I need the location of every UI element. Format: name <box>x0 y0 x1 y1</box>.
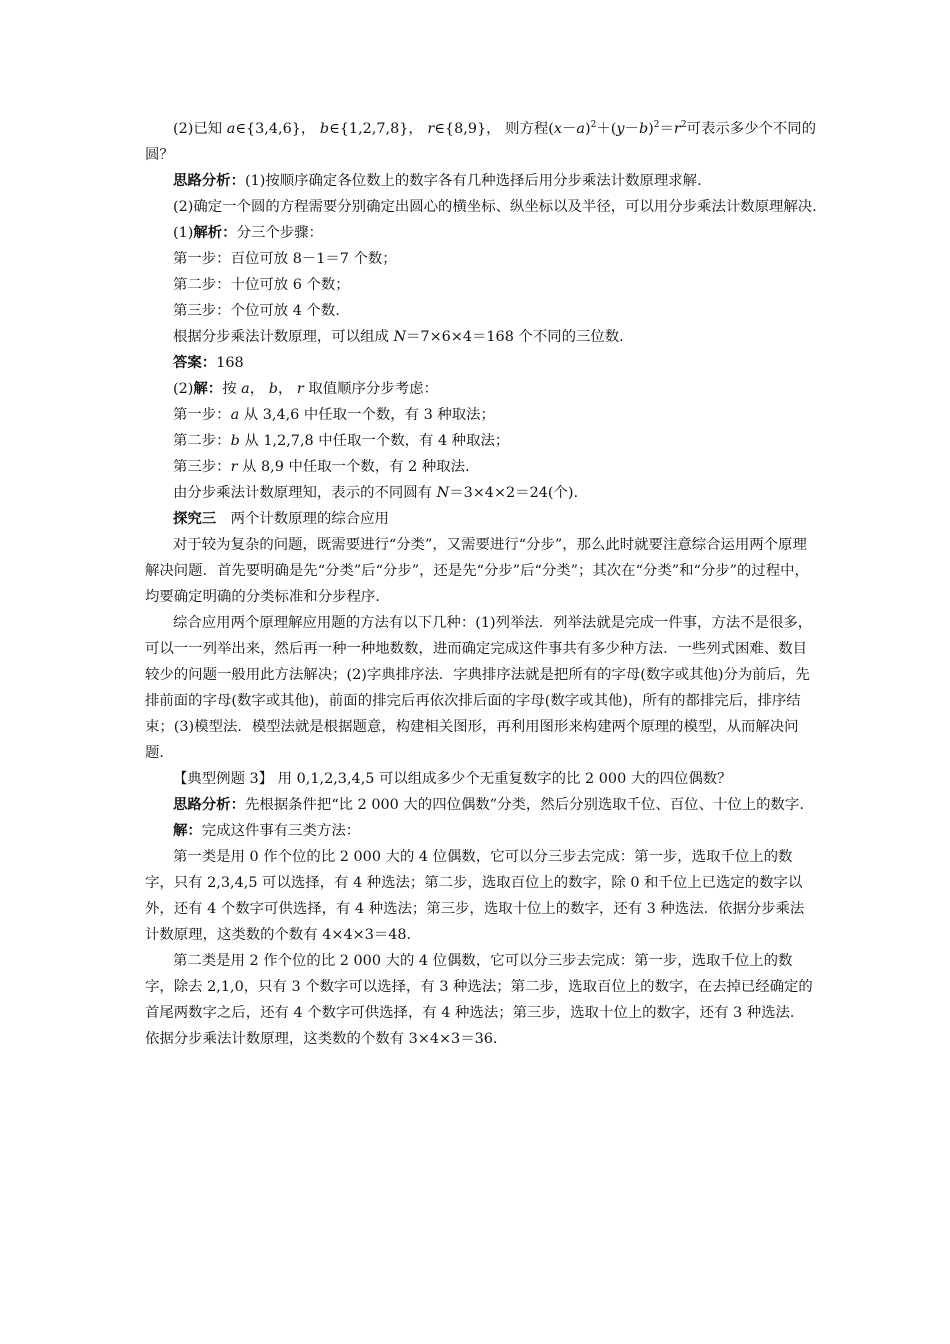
var-b: b <box>230 433 240 449</box>
solution-number: (2) <box>173 381 194 397</box>
text-span: － <box>562 121 577 137</box>
var-a: a <box>576 121 586 137</box>
solution-text: 分三个步骤： <box>236 225 323 241</box>
var-a: a <box>241 381 250 397</box>
example-3-statement <box>145 766 817 792</box>
answer-line <box>145 350 817 376</box>
text-span: 第二步： <box>173 433 231 449</box>
text-span: － <box>624 121 639 137</box>
text-span: ， <box>277 381 297 397</box>
analysis-paragraph <box>145 168 817 194</box>
text-span: ＋( <box>596 121 617 137</box>
analysis-label: 思路分析： <box>173 172 245 189</box>
solution-label: 解： <box>193 380 223 397</box>
text-span: ∈{1,2,7,8}， <box>329 121 428 137</box>
section-3-paragraph-2: 综合应用两个原理解应用题的方法有以下几种：(1)列举法．列举法就是完成一件事，方法不是很多，可以一一列举出来，然后再一种一种地数数，进而确定完成这件事共有多少种方法．一些列式困难、数目较少的问题一般用此方法解决；(2)字典排序法．字典排序法就是把所有的字母(数字或其他)分为前后，先排前面的字母(数字或其他)，前面的排完后再依次排后面的字母(数字或其他)，所有的都排完后，排序结束；(3)模型法．模型法就是根据题意，构建相关图形，再利用图形来构建两个原理的模型，从而解决问题. <box>145 615 813 761</box>
solution-text: 完成这件事有三类方法： <box>201 823 361 839</box>
text-span: ) <box>585 121 591 137</box>
text-span: ， <box>249 381 269 397</box>
var-N: N <box>436 485 450 501</box>
solution-1-heading <box>145 220 817 246</box>
solution-label: 解： <box>173 822 202 839</box>
analysis-text: (1)按顺序确定各位数上的数字各有几种选择后用分步乘法计数原理求解. <box>244 173 702 189</box>
text-span: 根据分步乘法计数原理，可以组成 <box>173 329 394 345</box>
var-a: a <box>226 121 236 137</box>
section-gap <box>216 511 230 527</box>
solution-number: (1) <box>173 225 194 241</box>
solution-2-conclusion <box>145 480 817 506</box>
text-span: 从 1,2,7,8 中任取一个数，有 4 种取法； <box>239 433 510 449</box>
section-label: 探究三 <box>173 510 217 527</box>
text-span: ) <box>648 121 654 137</box>
var-a: a <box>230 407 240 423</box>
answer-value: 168 <box>216 355 244 371</box>
example-3-case-1: 第一类是用 0 作个位的比 2 000 大的 4 位偶数，它可以分三步去完成：第一步，选取千位上的数字，只有 2,3,4,5 可以选择，有 4 种选法；第二步，选取百位上的数字，除 0 和千位上已选定的数字以外，还有 4 个数字可供选择，有 4 种选法；第三步，选取十位上的数字，还有 3 种选法．依据分步乘法计数原理，这类数的个数有 4×4×3＝48. <box>145 849 805 943</box>
solution-2-step-3 <box>145 454 817 480</box>
section-3-heading <box>145 506 817 532</box>
var-r: r <box>427 121 435 137</box>
text-span: ∈{8,9}， 则方程( <box>434 121 554 137</box>
var-b: b <box>319 121 330 137</box>
solution-2-step-2 <box>145 428 817 454</box>
var-N: N <box>393 329 407 345</box>
var-x: x <box>553 121 563 137</box>
text-span: ＝3×4×2＝24(个). <box>449 485 579 501</box>
text-span: 取值顺序分步考虑： <box>303 381 438 397</box>
solution-1-step-3: 第三步：个位可放 4 个数. <box>173 303 340 319</box>
var-r: r <box>230 459 238 475</box>
text-span: 第一步： <box>173 407 231 423</box>
solution-2-step-1 <box>145 402 817 428</box>
example-label: 【典型例题 3】 <box>173 771 274 787</box>
problem-2-statement <box>145 116 817 168</box>
example-text: 用 0,1,2,3,4,5 可以组成多少个无重复数字的比 2 000 大的四位偶数？ <box>273 771 732 787</box>
text-span: (2)已知 <box>173 121 227 137</box>
var-b: b <box>638 121 649 137</box>
text-span: 可表示多少个不同的圆？ <box>145 121 817 163</box>
solution-label: 解析： <box>193 224 237 241</box>
text-span: ＝ <box>659 121 674 137</box>
var-r: r <box>673 121 681 137</box>
analysis-label: 思路分析： <box>173 796 245 813</box>
example-3-solution <box>145 818 817 844</box>
var-r: r <box>296 381 304 397</box>
var-b: b <box>268 381 278 397</box>
text-span: 第三步： <box>173 459 231 475</box>
solution-1-step-2: 第二步：十位可放 6 个数； <box>173 277 350 293</box>
text-span: 由分步乘法计数原理知，表示的不同圆有 <box>173 485 437 501</box>
text-span: 按 <box>222 381 242 397</box>
text-span: ＝7×6×4＝168 个不同的三位数. <box>406 329 624 345</box>
exponent: 2 <box>590 120 597 131</box>
text-span: 从 3,4,6 中任取一个数，有 3 种取法； <box>239 407 495 423</box>
solution-1-step-1: 第一步：百位可放 8－1＝7 个数； <box>173 251 397 267</box>
var-y: y <box>616 121 625 137</box>
analysis-text: (2)确定一个圆的方程需要分别确定出圆心的横坐标、纵坐标以及半径，可以用分步乘法计数原理解决. <box>173 199 817 215</box>
exponent: 2 <box>653 120 660 131</box>
solution-2-heading <box>145 376 817 402</box>
solution-1-conclusion <box>145 324 817 350</box>
example-3-analysis <box>145 792 817 818</box>
analysis-text: 先根据条件把“比 2 000 大的四位偶数”分类，然后分别选取千位、百位、十位上的数字. <box>244 797 804 813</box>
text-span: 从 8,9 中任取一个数，有 2 种取法. <box>237 459 470 475</box>
section-title: 两个计数原理的综合应用 <box>230 511 389 527</box>
exponent: 2 <box>680 120 687 131</box>
text-span: ∈{3,4,6}， <box>235 121 320 137</box>
section-3-paragraph-1: 对于较为复杂的问题，既需要进行“分类”，又需要进行“分步”，那么此时就要注意综合运用两个原理解决问题．首先要明确是先“分类”后“分步”，还是先“分步”后“分类”；其次在“分类”和“分步”的过程中，均要确定明确的分类标准和分步程序. <box>145 537 809 605</box>
analysis-paragraph-2 <box>145 194 817 220</box>
document-body <box>145 116 817 1052</box>
example-3-case-2: 第二类是用 2 作个位的比 2 000 大的 4 位偶数，它可以分三步去完成：第一步，选取千位上的数字，除去 2,1,0，只有 3 个数字可以选择，有 3 种选法；第二步，选取百位上的数字，在去掉已经确定的首尾两数字之后，还有 4 个数字可供选择，有 4 种选法；第三步，选取十位上的数字，还有 3 种选法．依据分步乘法计数原理，这类数的个数有 3×4×3＝36. <box>145 953 813 1047</box>
answer-label: 答案： <box>173 354 217 371</box>
